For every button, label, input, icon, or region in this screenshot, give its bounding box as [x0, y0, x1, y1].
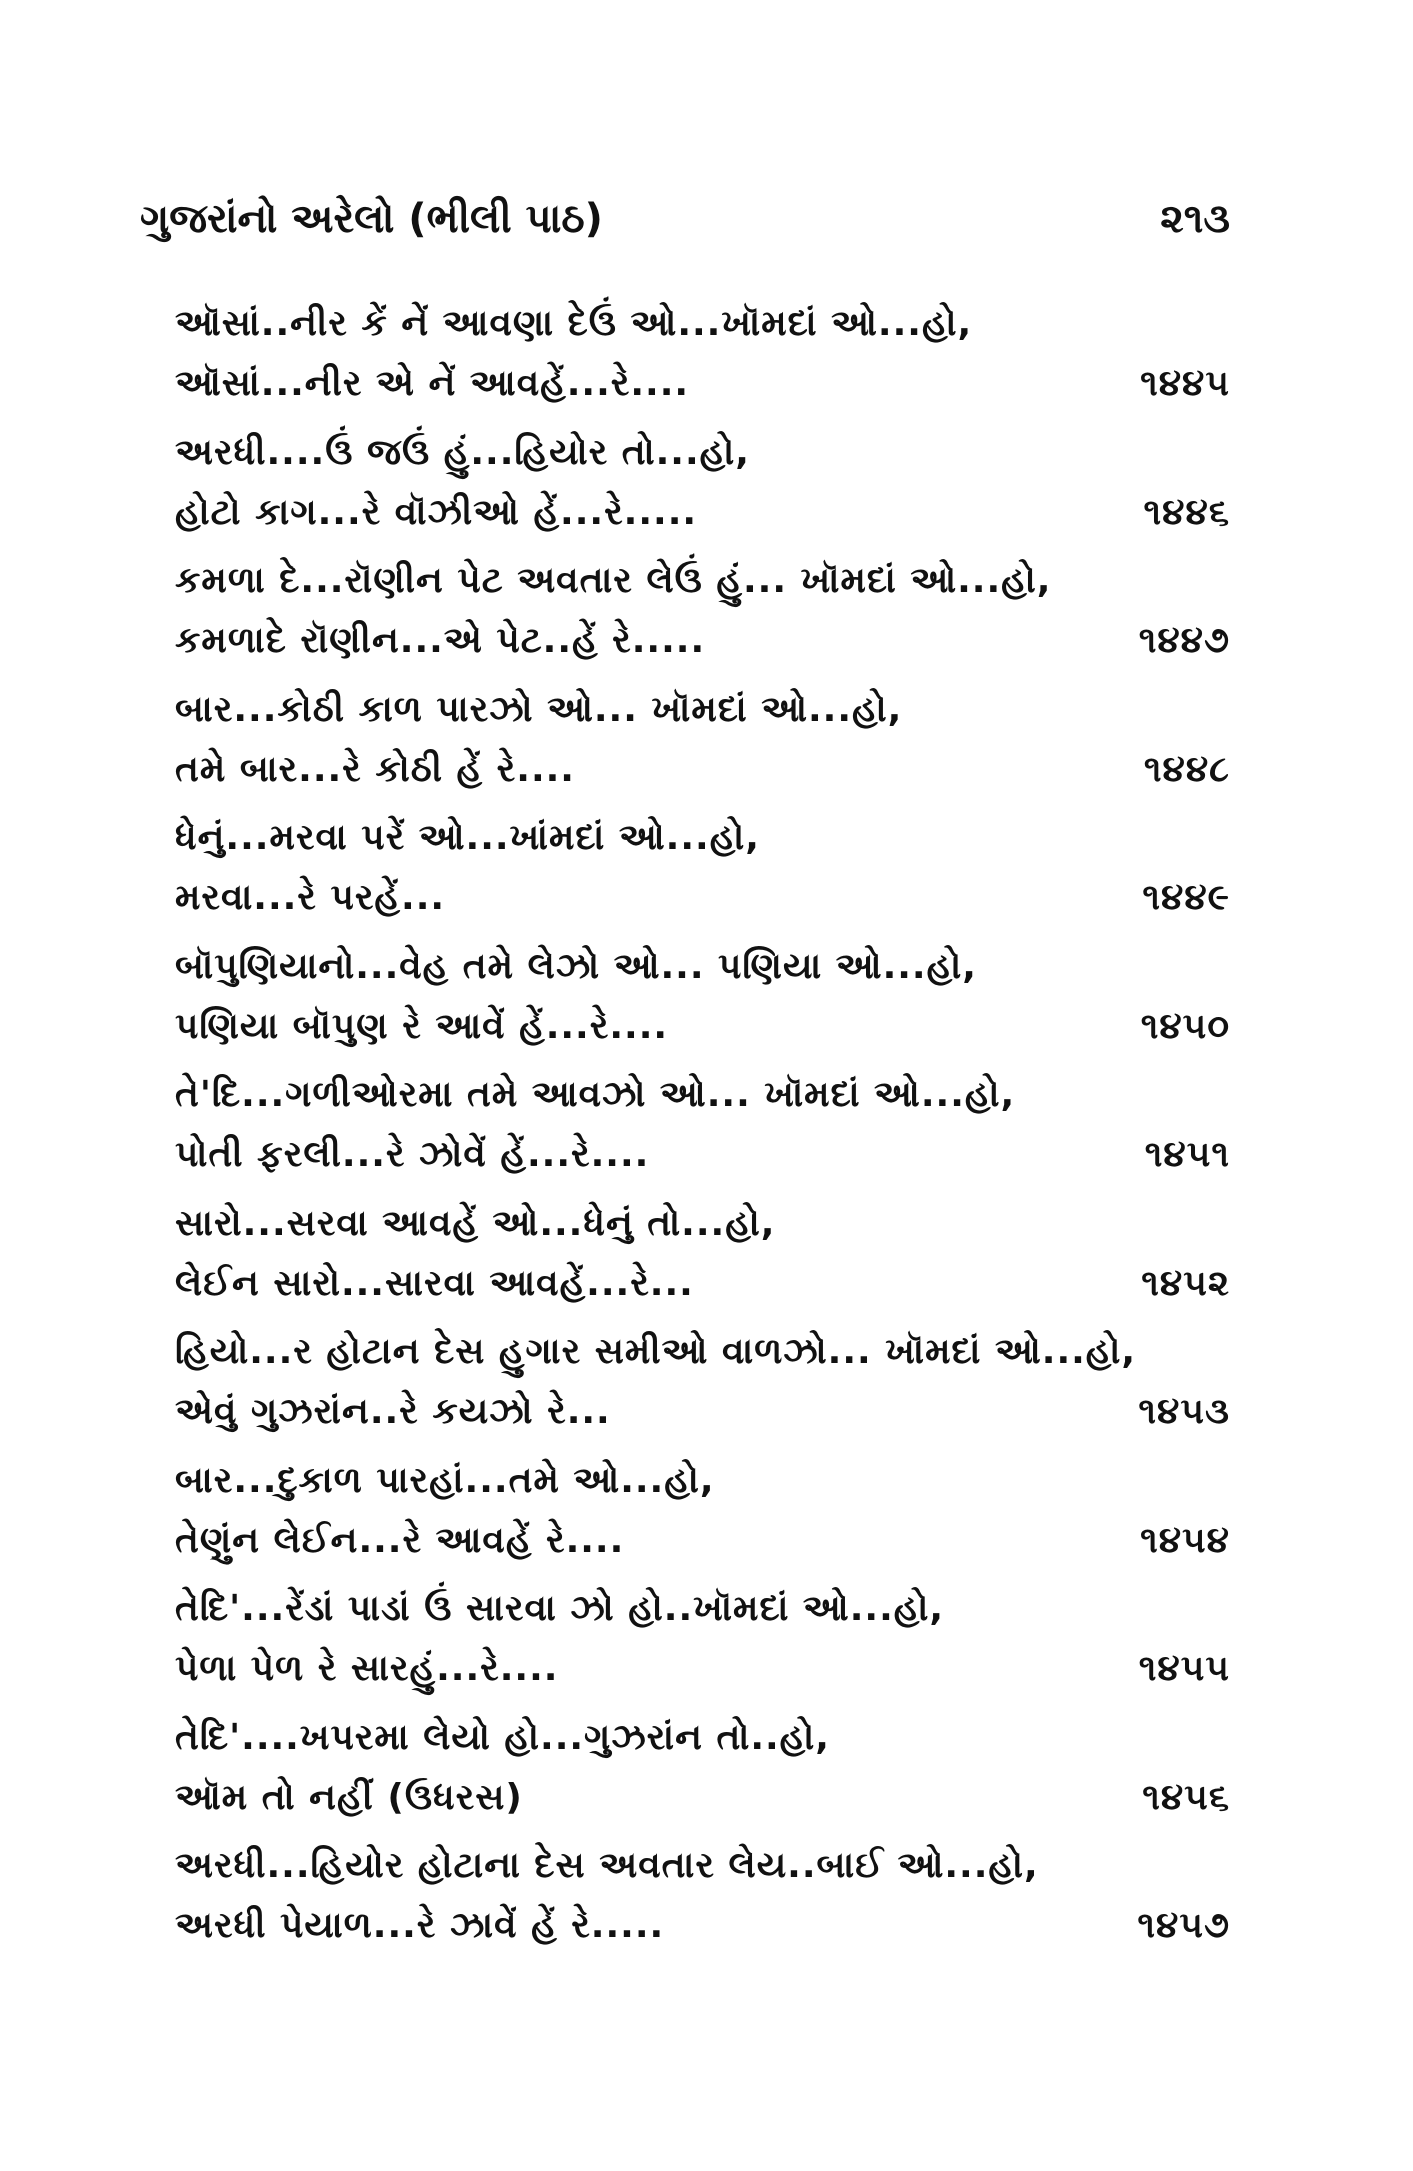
verse-line: બાર...દુકાળ પારહાં...તમે ઓ...હો,	[175, 1459, 715, 1501]
verse-line: લેઈન સારો...સારવા આવહેં...રે...	[175, 1262, 694, 1304]
verse-stanza	[175, 1069, 1230, 1198]
verse-line: તેણુંન લેઈન...રે આવહેં રે....	[175, 1519, 625, 1561]
verse-stanza	[175, 555, 1230, 684]
verse-line: તે'દિ...ગળીઓરમા તમે આવઝો ઓ... ખૉમદાં ઓ...હો,	[175, 1074, 1016, 1115]
verse-line: હોટો કાગ...રે વૉઝીઓ હેં...રે.....	[175, 491, 698, 533]
verse-number: ૧૪૪૯	[1142, 877, 1230, 918]
verse-stanza	[175, 1198, 1230, 1327]
verse-stanza	[175, 941, 1230, 1070]
verse-stanza	[175, 427, 1230, 556]
verse-number: ૧૪૫૭	[1137, 1905, 1230, 1946]
verse-number: ૧૪૪૫	[1140, 363, 1230, 404]
verse-line: કમળાદે રૉણીન...એ પેટ..હેં રે.....	[175, 620, 706, 661]
verse-stanza	[175, 1326, 1230, 1455]
verse-line: કમળા દે...રૉણીન પેટ અવતાર લેઉં હું... ખૉમદાં ઓ...હો,	[175, 560, 1052, 601]
verse-line: તમે બાર...રે કોઠી હેં રે....	[175, 748, 575, 790]
verse-line: સારો...સરવા આવહેં ઓ...ધેનું તો...હો,	[175, 1202, 776, 1244]
verse-number: ૧૪૪૬	[1143, 491, 1230, 533]
verse-line: ધેનું...મરવા પરેં ઓ...ખાંમદાં ઓ...હો,	[175, 817, 760, 858]
page-number: ૨૧૩	[1160, 196, 1230, 242]
verse-stanza	[175, 684, 1230, 813]
verse-number: ૧૪૫૨	[1141, 1262, 1230, 1304]
verse-line: અરધી...હિયોર હોટાના દેસ અવતાર લેય..બાઈ ઓ...હો,	[175, 1845, 1039, 1886]
verse-line: ઑસાં...નીર એ નેં આવહેં...રે....	[175, 363, 690, 404]
verse-line: પણિયા બૉપુણ રે આવેં હેં...રે....	[175, 1005, 669, 1047]
verse-line: પેળા પેળ રે સારહું...રે....	[175, 1648, 559, 1689]
verse-number: ૧૪૫૫	[1138, 1648, 1230, 1689]
verse-number: ૧૪૫૪	[1140, 1519, 1230, 1561]
verse-line: તેદિ'...રેંડાં પાડાં ઉં સારવા ઝો હો..ખૉમદાં ઓ...હો,	[175, 1588, 945, 1629]
verse-stanza	[175, 298, 1230, 427]
verse-line: એવું ગુઝરાંન..રે કયઝો રે...	[175, 1391, 611, 1432]
verse-line: બાર...કોઠી કાળ પારઝો ઓ... ખૉમદાં ઓ...હો,	[175, 688, 903, 730]
verse-line: મરવા...રે પરહેં...	[175, 877, 446, 918]
verse-stanza	[175, 1712, 1230, 1841]
verse-number: ૧૪૫૬	[1142, 1776, 1230, 1818]
verse-number: ૧૪૫૩	[1138, 1391, 1230, 1432]
verse-list	[175, 298, 1230, 1969]
verse-line: હિયો...ર હોટાન દેસ હુગાર સમીઓ વાળઝો... ખૉમદાં ઓ...હો,	[175, 1331, 1137, 1372]
verse-number: ૧૪૪૭	[1138, 620, 1230, 661]
verse-stanza	[175, 1455, 1230, 1584]
verse-number: ૧૪૫૦	[1140, 1005, 1230, 1047]
verse-stanza	[175, 1840, 1230, 1969]
verse-stanza	[175, 812, 1230, 941]
running-header	[140, 196, 1230, 256]
verse-line: ઑસાં..નીર કેં નેં આવણા દેઉં ઓ...ખૉમદાં ઓ...હો,	[175, 303, 973, 344]
verse-line: પોતી ફરલી...રે ઝોવેં હેં...રે....	[175, 1134, 650, 1175]
running-title: ગુજરાંનો અરેલો (ભીલી પાઠ)	[140, 196, 603, 242]
verse-number: ૧૪૫૧	[1144, 1134, 1230, 1175]
verse-line: અરધી પેયાળ...રે ઝાવેં હેં રે.....	[175, 1905, 665, 1946]
verse-number: ૧૪૪૮	[1143, 748, 1230, 790]
verse-line: ઑમ તો નહીં (ઉધરસ)	[175, 1776, 523, 1818]
verse-stanza	[175, 1583, 1230, 1712]
verse-line: બૉપુણિયાનો...વેહ તમે લેઝો ઓ... પણિયા ઓ...હો,	[175, 945, 977, 987]
verse-line: અરધી....ઉં જઉં હું...હિયોર તો...હો,	[175, 431, 750, 473]
verse-line: તેદિ'....ખપરમા લેયો હો...ગુઝરાંન તો..હો,	[175, 1716, 830, 1758]
